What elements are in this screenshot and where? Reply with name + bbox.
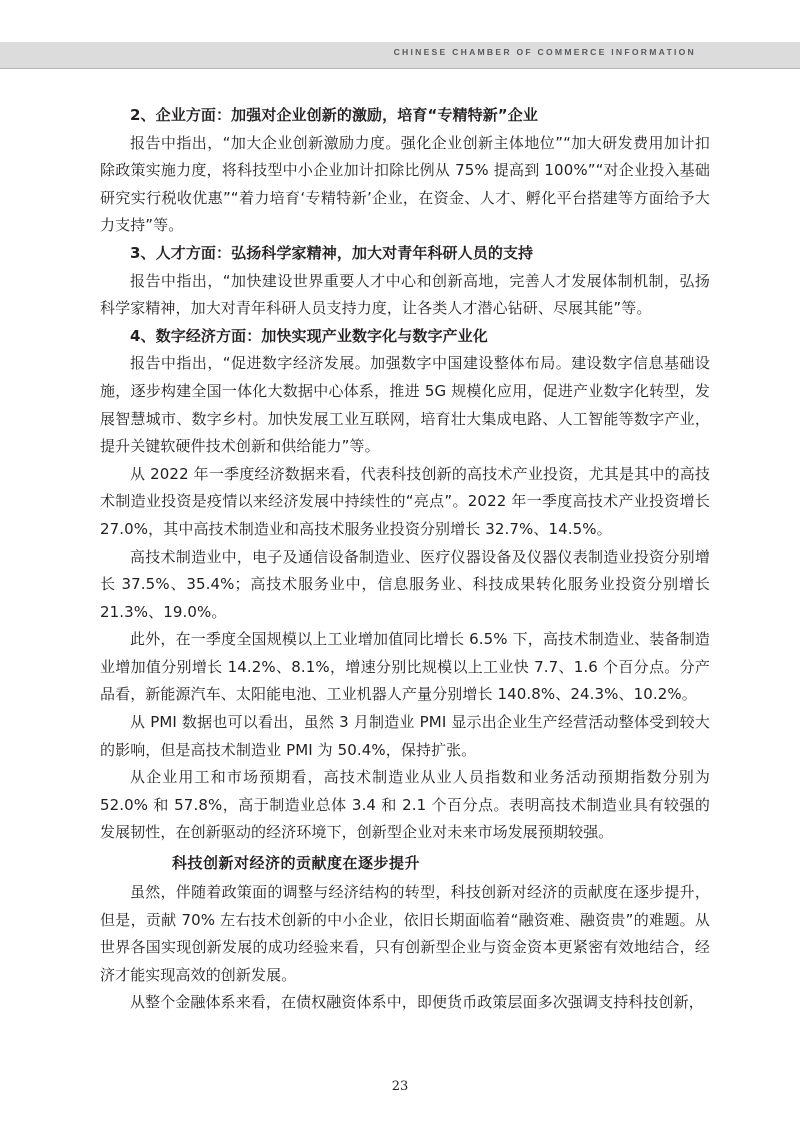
- paragraph: 报告中指出，“加大企业创新激励力度。强化企业创新主体地位”“加大研发费用加计扣除政策实施力度，将科技型中小企业加计扣除比例从 75% 提高到 100%”“对企业投入基础研究实行税收优惠”“着力培育‘专精特新’企业，在资金、人才、孵化平台搭建等方面给予大力支持”等。: [100, 133, 710, 235]
- running-title: CHINESE CHAMBER OF COMMERCE INFORMATION: [393, 47, 696, 57]
- paragraph: 从企业用工和市场预期看，高技术制造业从业人员指数和业务活动预期指数分别为 52.0% 和 57.8%，高于制造业总体 3.4 和 2.1 个百分点。表明高技术制造业具有较强的发展韧性，在创新驱动的经济环境下，创新型企业对未来市场发展预期较强。: [100, 768, 710, 842]
- article-body: [100, 102, 710, 1017]
- subheading-talent: 3、人才方面：弘扬科学家精神，加大对青年科研人员的支持: [130, 243, 534, 262]
- subheading-enterprise: 2、企业方面：加强对企业创新的激励，培育“专精特新”企业: [130, 106, 538, 124]
- paragraph: 报告中指出，“加快建设世界重要人才中心和创新高地，完善人才发展体制机制，弘扬科学家精神，加大对青年科研人员支持力度，让各类人才潜心钻研、尽展其能”等。: [100, 271, 710, 318]
- subheading-digital-economy: 4、数字经济方面：加快实现产业数字化与数字产业化: [130, 326, 488, 345]
- paragraph: 报告中指出，“促进数字经济发展。加强数字中国建设整体布局。建设数字信息基础设施，逐步构建全国一体化大数据中心体系，推进 5G 规模化应用，促进产业数字化转型，发展智慧城市、数字乡村。加快发展工业互联网，培育壮大集成电路、人工智能等数字产业，提升关键软硬件技术创新和供给能力”等。: [100, 354, 710, 456]
- paragraph: 从 2022 年一季度经济数据来看，代表科技创新的高技术产业投资，尤其是其中的高技术制造业投资是疫情以来经济发展中持续性的“亮点”。2022 年一季度高技术产业投资增长 27.0%，其中高技术制造业和高技术服务业投资分别增长 32.7%、14.5%。: [100, 464, 710, 538]
- paragraph: 从 PMI 数据也可以看出，虽然 3 月制造业 PMI 显示出企业生产经营活动整体受到较大的影响，但是高技术制造业 PMI 为 50.4%，保持扩张。: [100, 713, 710, 759]
- paragraph: 高技术制造业中，电子及通信设备制造业、医疗仪器设备及仪器仪表制造业投资分别增长 37.5%、35.4%；高技术服务业中，信息服务业、科技成果转化服务业投资分别增长 21.3%、19.0%。: [100, 547, 710, 621]
- paragraph: 虽然，伴随着政策面的调整与经济结构的转型，科技创新对经济的贡献度在逐步提升，但是，贡献 70% 左右技术创新的中小企业，依旧长期面临着“融资难、融资贵”的难题。从世界各国实现创新发展的成功经验来看，只有创新型企业与资金资本更紧密有效地结合，经济才能实现高效的创新发展。: [100, 883, 710, 984]
- page-number: 23: [391, 1079, 409, 1094]
- paragraph: 从整个金融体系来看，在债权融资体系中，即便货币政策层面多次强调支持科技创新，: [130, 993, 704, 1012]
- header-rule: [0, 68, 800, 69]
- section-title: 科技创新对经济的贡献度在逐步提升: [172, 854, 421, 873]
- paragraph: 此外，在一季度全国规模以上工业增加值同比增长 6.5% 下，高技术制造业、装备制造业增加值分别增长 14.2%、8.1%，增速分别比规模以上工业快 7.7、1.6 个百分点。分产品看，新能源汽车、太阳能电池、工业机器人产量分别增长 140.8%、24.3%、10.2%。: [100, 630, 710, 704]
